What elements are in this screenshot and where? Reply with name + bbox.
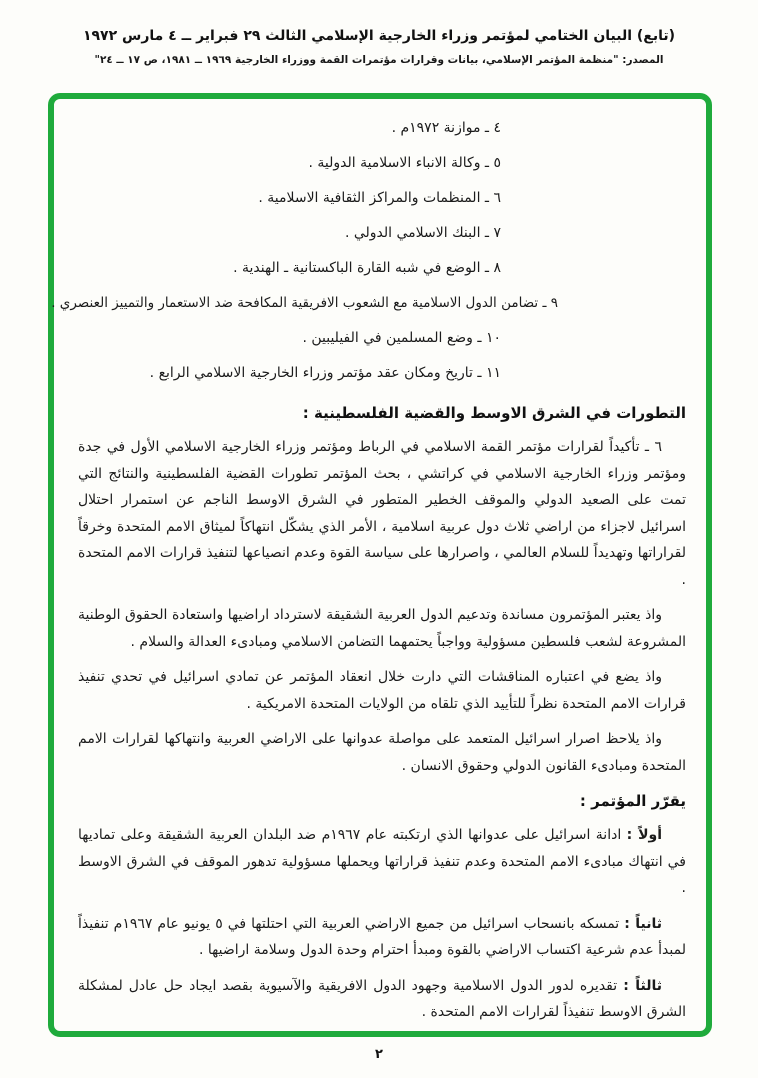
resolution-item-label: ثانياً : <box>624 915 662 932</box>
paragraph: واذ يعتبر المؤتمرون مساندة وتدعيم الدول العربية الشقيقة لاسترداد اراضيها واستعادة الحقوق الوطنية المشروعة لشعب فلسطين مسؤولية وواجباً يحتمهما التضامن الاسلامي ومبادىء العدالة والسلام . <box>78 607 686 650</box>
agenda-item: ٩ ـ تضامن الدول الاسلامية مع الشعوب الافريقية المكافحة ضد الاستعمار والتمييز العنصري . <box>51 295 558 311</box>
agenda-item: ١١ ـ تاريخ ومكان عقد مؤتمر وزراء الخارجية الاسلامي الرابع . <box>149 365 501 381</box>
agenda-list <box>51 111 686 391</box>
paragraph: واذ يلاحظ اصرار اسرائيل المتعمد على مواصلة عدوانها على الاراضي العربية وانتهاكها لقرارات الامم المتحدة ومبادىء القانون الدولي وحقوق الانسان . <box>78 731 686 774</box>
resolution-item-text: ادانة اسرائيل على عدوانها الذي ارتكبته عام ١٩٦٧م ضد البلدان العربية الشقيقة وعلى تماديها في انتهاك مبادىء الامم المتحدة وعدم تنفيذ قراراتها ويحملها مسؤولية تدهور الموقف في الشرق الاوسط . <box>78 827 686 896</box>
agenda-item: ١٠ ـ وضع المسلمين في الفيليبين . <box>302 330 501 346</box>
section-body <box>78 401 686 1026</box>
agenda-item: ٧ ـ البنك الاسلامي الدولي . <box>344 225 501 241</box>
paragraph: ٦ ـ تأكيداً لقرارات مؤتمر القمة الاسلامي في الرباط ومؤتمر وزراء الخارجية الاسلامي الأول في جدة ومؤتمر وزراء الخارجية الاسلامي في كراتشي ، بحث المؤتمر تطورات القضية الفلسطينية والنتائج التي تمت على الصعيد الدولي والموقف الخطير المتطور في الشرق الاوسط الناجم عن استمرار احتلال اسرائيل لاجزاء من اراضي ثلاث دول عربية اسلامية ، الأمر الذي يشكّل انتهاكاً لميثاق الامم المتحدة وخرقاً لقراراتها وتهديداً للسلام العالمي ، واصرارها على سياسة القوة وعدم انصياعها لتنفيذ قرارات الامم المتحدة . <box>78 439 686 588</box>
agenda-item: ٤ ـ موازنة ١٩٧٢م . <box>391 120 501 136</box>
resolution-item <box>78 973 686 1026</box>
agenda-item: ٥ ـ وكالة الانباء الاسلامية الدولية . <box>308 155 501 171</box>
page-number: ٢ <box>375 1047 383 1062</box>
agenda-item: ٨ ـ الوضع في شبه القارة الباكستانية ـ الهندية . <box>233 260 501 276</box>
source-line: المصدر: "منظمة المؤتمر الإسلامي، بيانات وقرارات مؤتمرات القمة ووزراء الخارجية ١٩٦٩ ــ ١٩٨١، ص ١٧ ــ ٢٤" <box>94 54 664 66</box>
page-title: (تابع) البيان الختامي لمؤتمر وزراء الخارجية الإسلامي الثالث ٢٩ فبراير ــ ٤ مارس ١٩٧٢ <box>82 28 676 44</box>
resolution-item <box>78 911 686 964</box>
agenda-item: ٦ ـ المنظمات والمراكز الثقافية الاسلامية . <box>258 190 501 206</box>
paragraph: واذ يضع في اعتباره المناقشات التي دارت خلال انعقاد المؤتمر عن تمادي اسرائيل في تحدي تنفيذ قرارات الامم المتحدة نظراً للتأييد الذي تلقاه من الولايات المتحدة الامريكية . <box>78 669 686 712</box>
green-annotation-box <box>48 93 712 1037</box>
resolution-item-text: تمسكه بانسحاب اسرائيل من جميع الاراضي العربية التي احتلتها في ٥ يونيو عام ١٩٦٧م تنفيذاً لمبدأ عدم شرعية اكتساب الاراضي بالقوة ومبدأ احترام وحدة الدول وسلامة اراضيها . <box>78 915 686 958</box>
section-heading: التطورات في الشرق الاوسط والقضية الفلسطينية : <box>302 404 686 422</box>
document-header <box>0 26 758 66</box>
resolution-item <box>78 822 686 902</box>
resolution-heading: يقرّر المؤتمر : <box>579 792 686 810</box>
resolution-item-label: أولاً : <box>626 827 663 843</box>
resolution-item-label: ثالثاً : <box>623 977 662 994</box>
resolution-item-text: تقديره لدور الدول الاسلامية وجهود الدول الافريقية والآسيوية بقصد ايجاد حل عادل لمشكلة الشرق الاوسط تنفيذاً لقرارات الامم المتحدة . <box>78 977 686 1020</box>
